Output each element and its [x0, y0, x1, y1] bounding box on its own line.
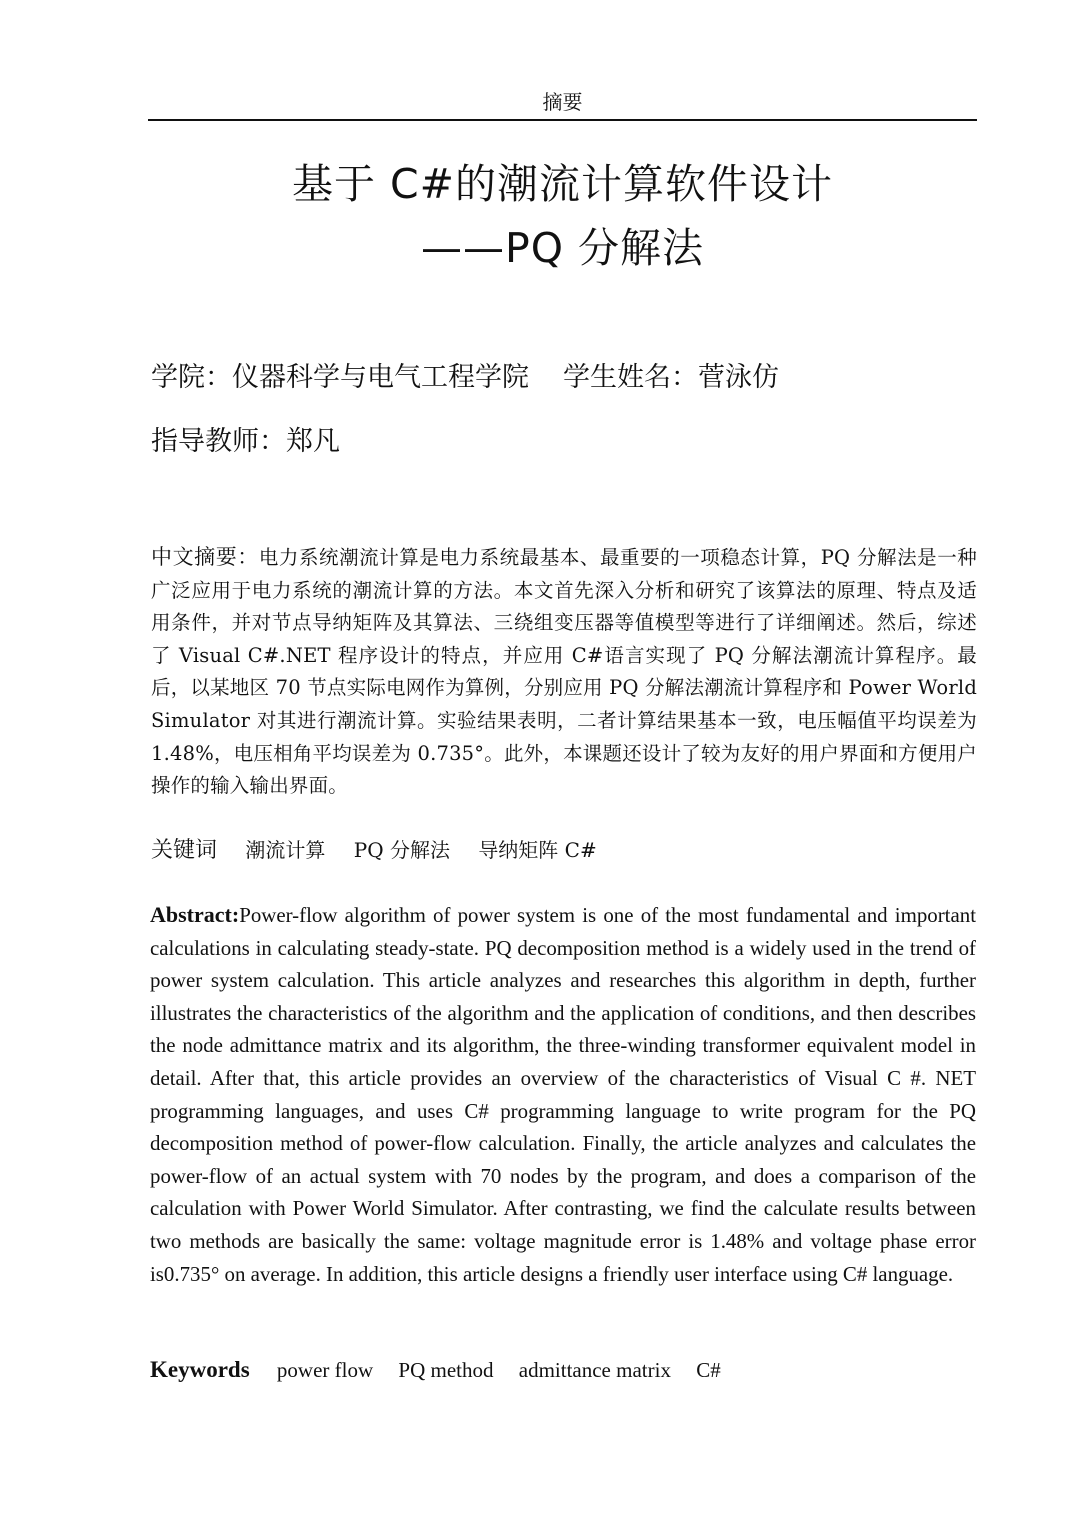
chinese-abstract-text: 电力系统潮流计算是电力系统最基本、最重要的一项稳态计算，PQ 分解法是一种广泛应用于电力系统的潮流计算的方法。本文首先深入分析和研究了该算法的原理、特点及适用条件，并对节点导纳矩阵及其算法、三绕组变压器等值模型等进行了详细阐述。然后，综述了 Visual C#.NET 程序设计的特点，并应用 C#语言实现了 PQ 分解法潮流计算程序。最后，以某地区 70 节点实际电网作为算例，分别应用 PQ 分解法潮流计算程序和 Power World Simulator 对其进行潮流计算。实验结果表明，二者计算结果基本一致，电压幅值平均误差为 1.48%，电压相角平均误差为 0.735°。此外，本课题还设计了较为友好的用户界面和方便用户操作的输入输出界面。	[151, 546, 978, 798]
title-line-1: 基于 C#的潮流计算软件设计	[291, 160, 833, 208]
chinese-keyword: PQ 分解法	[353, 838, 450, 862]
meta-line-1	[151, 360, 779, 396]
english-keywords-label: Keywords	[150, 1357, 250, 1382]
advisor: 指导教师：郑凡	[151, 426, 340, 457]
college: 学院：仪器科学与电气工程学院	[151, 362, 529, 393]
header-rule	[148, 119, 977, 121]
student-name: 学生姓名：菅泳仿	[563, 362, 779, 393]
english-keywords	[150, 1354, 741, 1386]
chinese-keyword: 潮流计算	[245, 838, 326, 862]
english-keyword: C#	[696, 1358, 721, 1382]
english-keyword: admittance matrix	[518, 1358, 671, 1382]
english-abstract-label: Abstract:	[150, 902, 240, 927]
chinese-keywords-label: 关键词	[151, 838, 218, 863]
page-header: 摘要	[542, 90, 583, 114]
chinese-abstract-label: 中文摘要：	[151, 545, 259, 569]
chinese-keyword: 导纳矩阵 C#	[478, 838, 597, 862]
english-abstract	[150, 899, 976, 1290]
chinese-keywords	[151, 834, 619, 867]
english-keyword: power flow	[276, 1358, 374, 1382]
chinese-abstract	[151, 541, 977, 803]
title-line-2: ——PQ 分解法	[420, 224, 705, 272]
english-abstract-text: Power-flow algorithm of power system is one of the most fundamental and important calculations in calculating steady-state. PQ decomposition method is a widely used in the trend of power system calculation. This article analyzes and researches this algorithm in depth, further illustrates the characteristics of the algorithm and the application of conditions, and then describes the node admittance matrix and its algorithm, the three-winding transformer equivalent model in detail. After that, this article provides an overview of the characteristics of Visual C #. NET programming languages, and uses C# programming language to write program for the PQ decomposition method of power-flow calculation. Finally, the article analyzes and calculates the power-flow of an actual system with 70 nodes by the program, and does a comparison of the calculation with Power World Simulator. After contrasting, we find the calculate results between two methods are basically the same: voltage magnitude error is 1.48% and voltage phase error is0.735° on average. In addition, this article designs a friendly user interface using C# language.	[150, 903, 976, 1286]
english-keyword: PQ method	[398, 1358, 494, 1382]
